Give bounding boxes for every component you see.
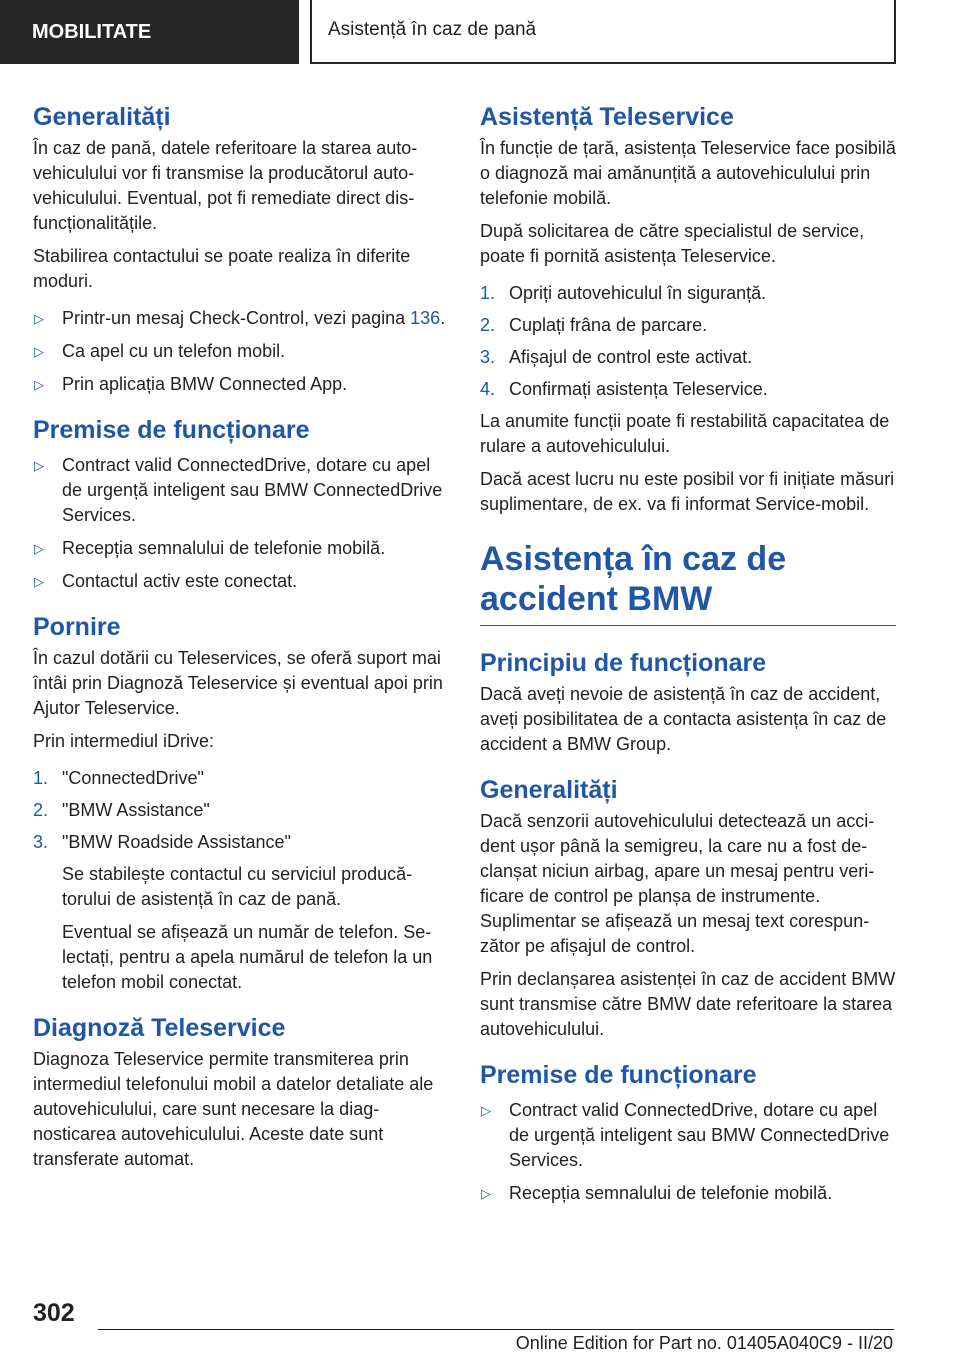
- list-item-text-end: .: [440, 308, 446, 328]
- step-number: 2.: [480, 315, 496, 335]
- list-item: [480, 1181, 896, 1206]
- step-number: 3.: [480, 347, 496, 367]
- paragraph: În caz de pană, datele referitoare la starea autovehiculului vor fi transmise la producătorul autovehiculului. Eventual, pot fi remediate direct disfuncționalitățile.: [33, 138, 418, 233]
- list-item: [33, 306, 453, 331]
- list-item: [33, 372, 453, 397]
- triangle-right-icon: ▷: [34, 574, 44, 589]
- step-number: 3.: [33, 832, 49, 852]
- step-detail: Eventual se afișează un număr de telefon. Selectați, pentru a apela numărul de telefon la un telefon mobil conectat.: [62, 922, 433, 992]
- step-text: Cuplați frâna de parcare.: [509, 315, 708, 335]
- section-tab: MOBILITATE: [0, 0, 299, 64]
- step-text: Confirmați asistența Teleservice.: [509, 379, 768, 399]
- triangle-right-icon: ▷: [481, 1186, 491, 1201]
- heading-premise-2: Premise de funcționare: [480, 1061, 757, 1089]
- list-item-text: Recepția semnalului de telefonie mobilă.: [62, 538, 386, 558]
- paragraph: Diagnoza Teleservice permite transmiterea prin intermediul telefonului mobil a datelor detaliate ale autovehiculului, care sunt necesare la diagnosticarea autovehiculului. Aceste date sunt transferate automat.: [33, 1049, 434, 1169]
- step-number: 4.: [480, 379, 496, 399]
- step-item: [480, 281, 896, 306]
- list-item: [33, 536, 453, 561]
- triangle-right-icon: ▷: [34, 458, 44, 473]
- heading-principiu: Principiu de funcționare: [480, 649, 767, 677]
- triangle-right-icon: ▷: [481, 1103, 491, 1118]
- triangle-right-icon: ▷: [34, 377, 44, 392]
- left-column: [33, 100, 453, 1180]
- step-number: 2.: [33, 800, 49, 820]
- triangle-right-icon: ▷: [34, 344, 44, 359]
- footer-divider: [98, 1329, 894, 1330]
- list-item: [480, 1098, 896, 1173]
- list-item: [33, 569, 453, 594]
- list-item-text: Contactul activ este conectat.: [62, 571, 298, 591]
- step-item: [33, 798, 453, 823]
- paragraph: În cazul dotării cu Teleservices, se oferă suport mai întâi prin Diagnoză Teleservice și eventual apoi prin Ajutor Teleservice.: [33, 648, 443, 718]
- step-item: [480, 313, 896, 338]
- paragraph: Prin intermediul iDrive:: [33, 731, 215, 751]
- heading-diagnoza: Diagnoză Teleservice: [33, 1014, 286, 1042]
- step-text: Opriți autovehiculul în siguranță.: [509, 283, 767, 303]
- right-column: [480, 100, 896, 1214]
- list-item-text: Contract valid ConnectedDrive, dotare cu apel de urgență inteligent sau BMW ConnectedDrive Services.: [509, 1100, 890, 1170]
- heading-generalitati-2: Generalități: [480, 776, 618, 804]
- list-item-text: Ca apel cu un telefon mobil.: [62, 341, 286, 361]
- list-item: [33, 339, 453, 364]
- list-item-text: Recepția semnalului de telefonie mobilă.: [509, 1183, 833, 1203]
- paragraph: Stabilirea contactului se poate realiza în diferite moduri.: [33, 246, 411, 291]
- step-text: "BMW Assistance": [62, 800, 210, 820]
- paragraph: Dacă acest lucru nu este posibil vor fi inițiate măsuri suplimentare, de ex. va fi informat Service-mobil.: [480, 469, 895, 514]
- paragraph: Dacă aveți nevoie de asistență în caz de accident, aveți posibilitatea de a contacta asistența în caz de accident a BMW Group.: [480, 684, 887, 754]
- paragraph: După solicitarea de către specialistul de service, poate fi pornită asistența Teleservice.: [480, 221, 865, 266]
- paragraph: Dacă senzorii autovehiculului detectează un accident ușor până la semigreu, la care nu a fost declanșat niciun airbag, apare un mesaj pentru verificare de control pe planșa de instrumente. Suplimentar se afișează un mesaj text corespunzător pe afișajul de control.: [480, 811, 875, 956]
- list-item: [33, 453, 453, 528]
- page-link[interactable]: 136: [410, 308, 441, 328]
- paragraph: La anumite funcții poate fi restabilită capacitatea de rulare a autovehiculului.: [480, 411, 890, 456]
- heading-premise: Premise de funcționare: [33, 416, 310, 444]
- step-item: [33, 830, 453, 855]
- step-number: 1.: [33, 768, 49, 788]
- step-item: [33, 766, 453, 791]
- heading-accident: Asistența în caz de accident BMW: [480, 539, 896, 626]
- heading-asistenta-teleservice: Asistență Teleservice: [480, 103, 734, 131]
- list-item-text: Printr-un mesaj Check-Control, vezi pagina: [62, 308, 411, 328]
- paragraph: Prin declanșarea asistenței în caz de accident BMW sunt transmise către BMW date referitoare la starea autovehiculului.: [480, 969, 896, 1039]
- footer-edition: Online Edition for Part no. 01405A040C9 - II/20: [515, 1333, 893, 1353]
- paragraph: În funcție de țară, asistența Teleservice face posibilă o diagnoză mai amănunțită a autovehiculului prin telefonie mobilă.: [480, 138, 896, 208]
- triangle-right-icon: ▷: [34, 311, 44, 326]
- list-item-text: Contract valid ConnectedDrive, dotare cu apel de urgență inteligent sau BMW ConnectedDrive Services.: [62, 455, 443, 525]
- step-number: 1.: [480, 283, 496, 303]
- step-text: Afișajul de control este activat.: [509, 347, 753, 367]
- page-number: 302: [33, 1299, 75, 1327]
- triangle-right-icon: ▷: [34, 541, 44, 556]
- list-item-text: Prin aplicația BMW Connected App.: [62, 374, 348, 394]
- heading-generalitati: Generalități: [33, 103, 171, 131]
- heading-pornire: Pornire: [33, 613, 121, 641]
- step-item: [480, 345, 896, 370]
- step-item: [480, 377, 896, 402]
- step-text: "ConnectedDrive": [62, 768, 204, 788]
- chapter-title: Asistență în caz de pană: [310, 0, 896, 64]
- step-text: "BMW Roadside Assistance": [62, 832, 291, 852]
- step-detail: Se stabilește contactul cu serviciul producătorului de asistență în caz de pană.: [62, 864, 413, 909]
